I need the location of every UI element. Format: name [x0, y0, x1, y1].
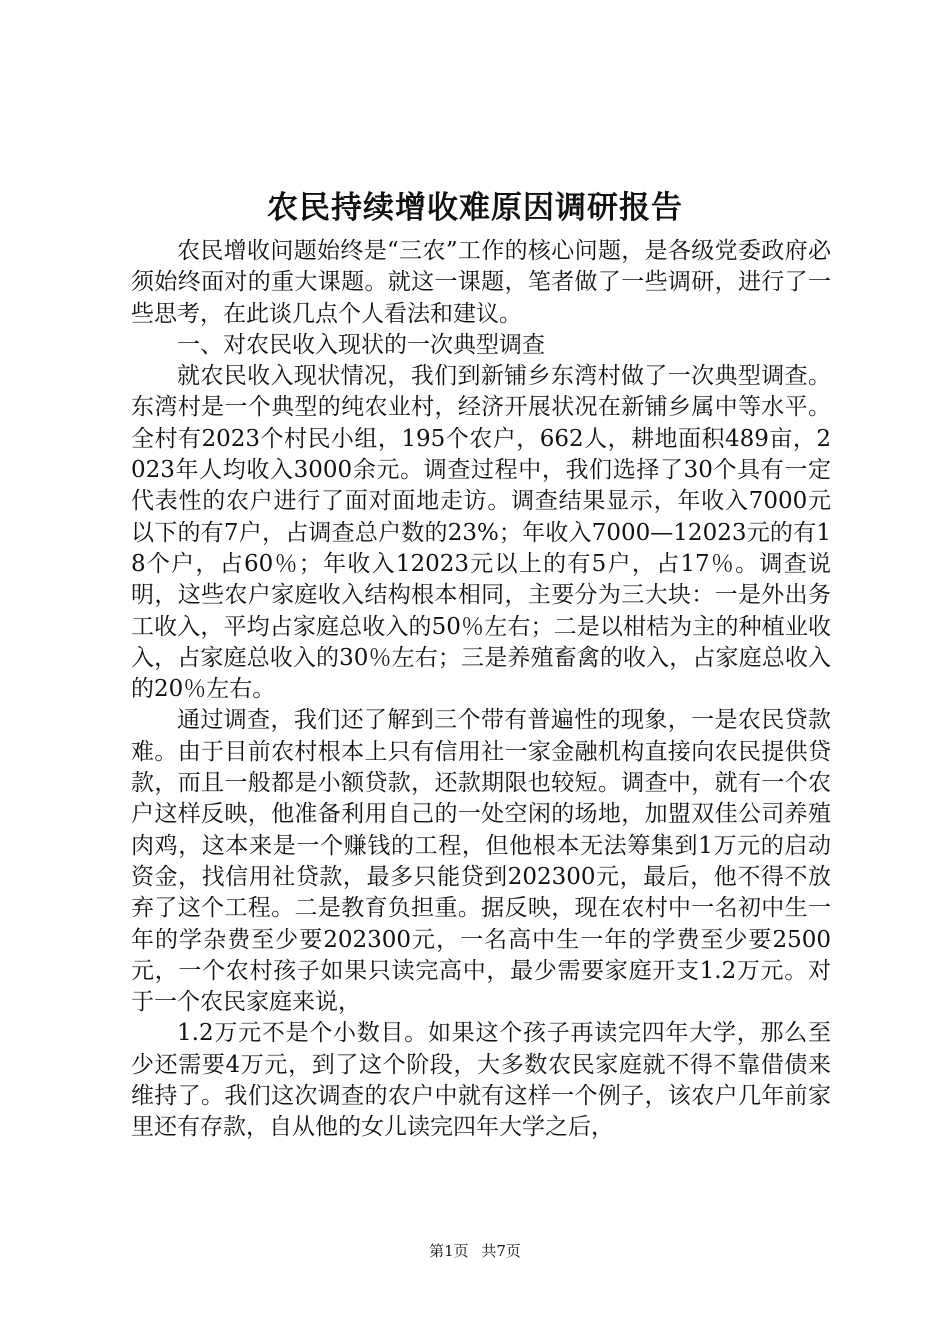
section-heading: 一、对农民收入现状的一次典型调查 [177, 331, 545, 358]
page-total: 共7页 [481, 1242, 521, 1260]
page-footer [0, 1241, 950, 1261]
page-number: 第1页 [429, 1242, 469, 1260]
document-body [131, 236, 831, 1144]
paragraph-survey: 就农民收入现状情况，我们到新铺乡东湾村做了一次典型调查。东湾村是一个典型的纯农业村，经济开展状况在新铺乡属中等水平。全村有2023个村民小组，195个农户，662人，耕地面积489亩，2023年人均收入3000余元。调查过程中，我们选择了30个具有一定代表性的农户进行了面对面地走访。调查结果显示，年收入7000元以下的有7户，占调查总户数的23%；年收入7000—12023元的有18个户，占60％；年收入12023元以上的有5户，占17％。调查说明，这些农户家庭收入结构根本相同，主要分为三大块：一是外出务工收入，平均占家庭总收入的50％左右；二是以柑桔为主的种植业收入，占家庭总收入的30％左右；三是养殖畜禽的收入，占家庭总收入的20％左右。 [131, 363, 831, 703]
paragraph-education-cost: 1.2万元不是个小数目。如果这个孩子再读完四年大学，那么至少还需要4万元，到了这个阶段，大多数农民家庭就不得不靠借债来维持了。我们这次调查的农户中就有这样一个例子，该农户几年前家里还有存款，自从他的女儿读完四年大学之后， [131, 1020, 831, 1141]
paragraph-intro: 农民增收问题始终是“三农”工作的核心问题，是各级党委政府必须始终面对的重大课题。就这一课题，笔者做了一些调研，进行了一些思考，在此谈几点个人看法和建议。 [131, 238, 831, 327]
document-title: 农民持续增收难原因调研报告 [267, 190, 683, 226]
paragraph-phenomena: 通过调查，我们还了解到三个带有普遍性的现象，一是农民贷款难。由于目前农村根本上只有信用社一家金融机构直接向农民提供贷款，而且一般都是小额贷款，还款期限也较短。调查中，就有一个农户这样反映，他准备利用自己的一处空闲的场地，加盟双佳公司养殖肉鸡，这本来是一个赚钱的工程，但他根本无法筹集到1万元的启动资金，找信用社贷款，最多只能贷到202300元，最后，他不得不放弃了这个工程。二是教育负担重。据反映，现在农村中一名初中生一年的学杂费至少要202300元，一名高中生一年的学费至少要2500元，一个农村孩子如果只读完高中，最少需要家庭开支1.2万元。对于一个农民家庭来说， [131, 707, 831, 1016]
